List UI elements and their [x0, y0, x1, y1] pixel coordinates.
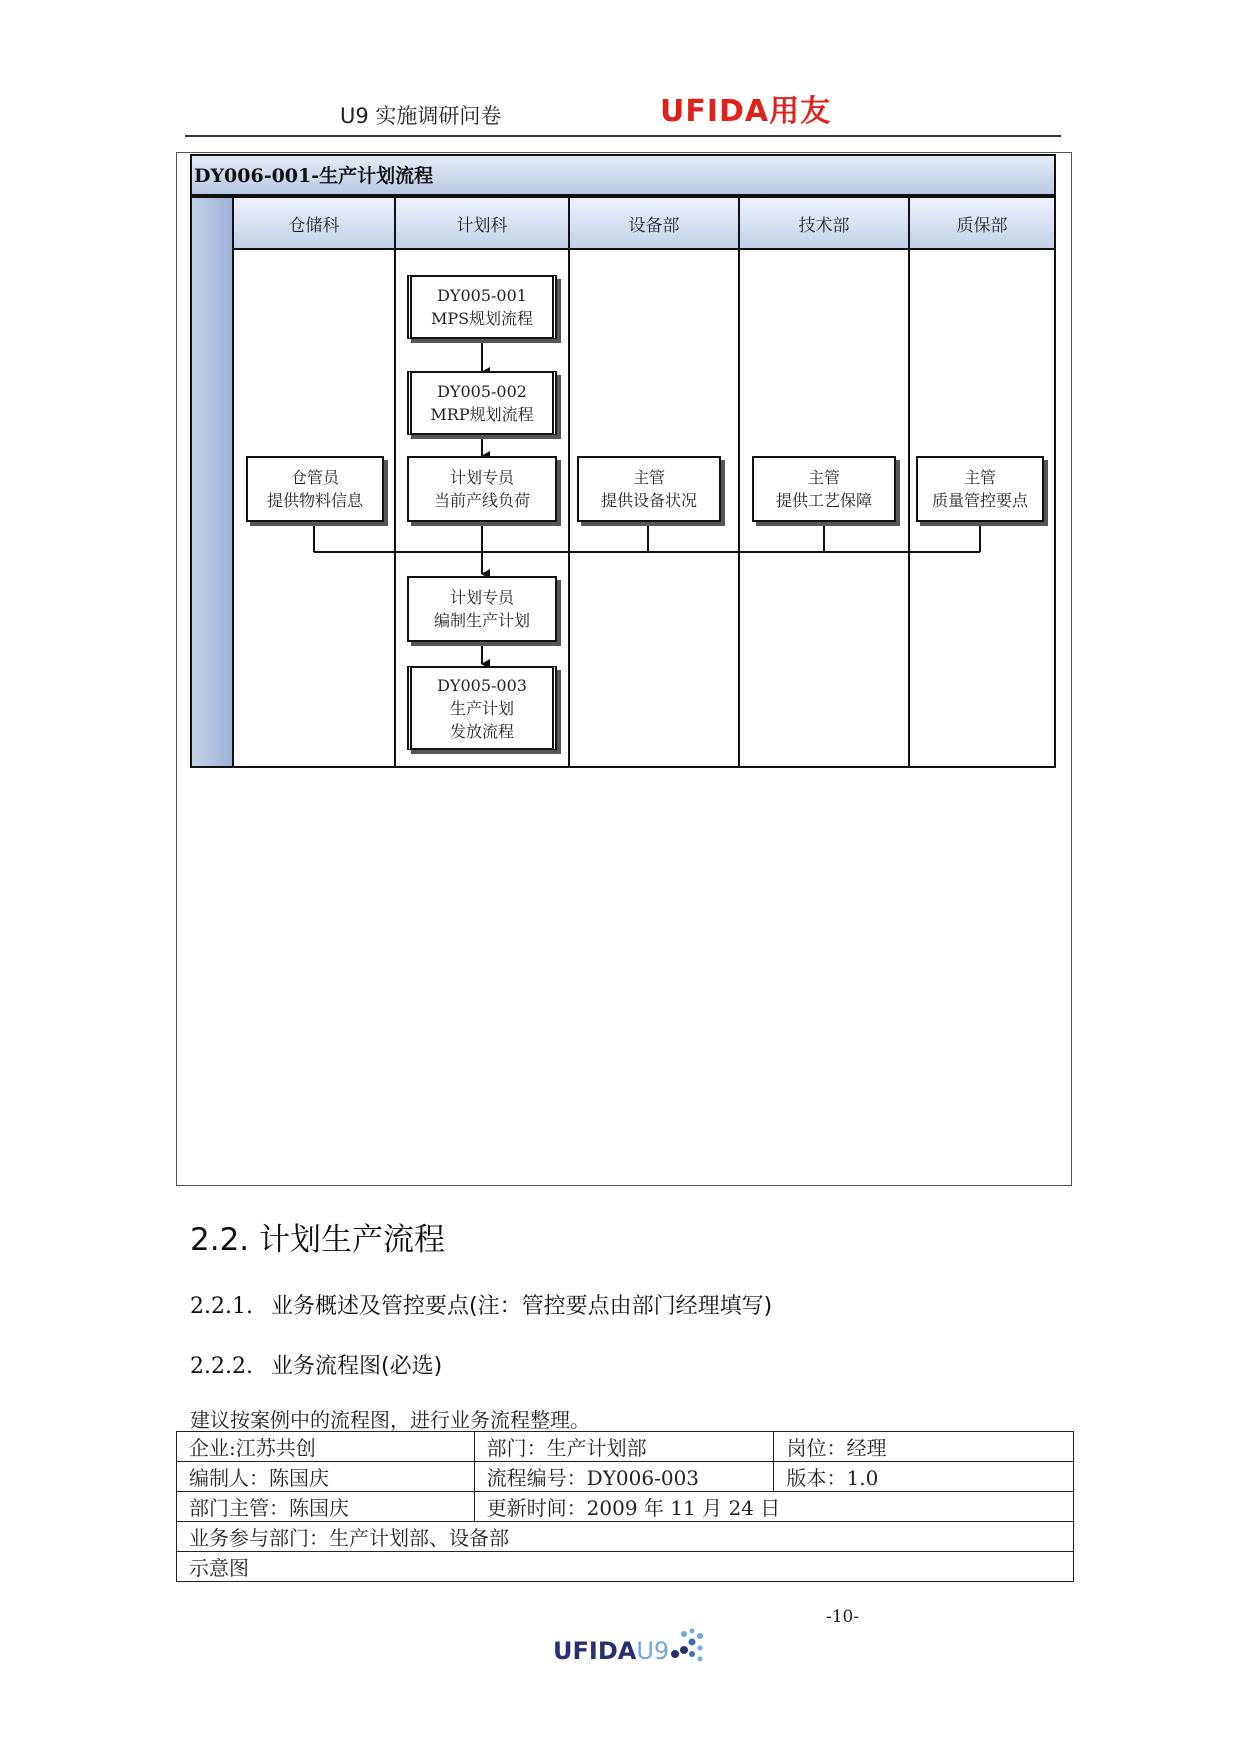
process-box-planner-load	[407, 456, 557, 522]
table-row	[177, 1522, 1074, 1552]
box-line: DY005-002	[437, 382, 527, 401]
table-row	[177, 1552, 1074, 1582]
process-box-quality	[916, 456, 1044, 522]
box-line: 质量管控要点	[931, 491, 1028, 510]
box-line: 主管	[807, 468, 840, 487]
table-cell-updated: 更新时间：2009 年 11 月 24 日	[474, 1492, 1073, 1522]
logo-word: UFIDA	[553, 1637, 637, 1665]
box-line: 提供物料信息	[266, 491, 363, 510]
section-title: 计划生产流程	[259, 1222, 446, 1258]
subsection-number: 2.2.2.	[190, 1354, 253, 1379]
process-box-technology	[752, 456, 896, 522]
section-number: 2.2.	[190, 1222, 250, 1258]
table-row	[177, 1462, 1074, 1492]
table-cell-company: 企业:江苏共创	[177, 1432, 475, 1462]
subsection-number: 2.2.1.	[190, 1294, 253, 1319]
box-line: 提供工艺保障	[775, 491, 872, 510]
box-line: DY005-003	[437, 675, 527, 695]
box-line: MPS规划流程	[430, 309, 534, 328]
table-row	[177, 1432, 1074, 1462]
u9-dots-icon	[670, 1628, 704, 1664]
box-line: DY005-001	[437, 286, 527, 305]
box-line: 当前产线负荷	[433, 491, 530, 510]
logo-suffix: U9	[636, 1637, 670, 1665]
lane-header-equipment: 设备部	[570, 198, 738, 250]
box-line: 编制生产计划	[433, 611, 530, 630]
table-cell-participants: 业务参与部门：生产计划部、设备部	[177, 1522, 1074, 1552]
box-line: 主管	[632, 468, 665, 487]
box-line: MRP规划流程	[430, 405, 534, 424]
lane-header-technology: 技术部	[740, 198, 908, 250]
process-box-mps	[407, 275, 557, 339]
box-line: 提供设备状况	[600, 491, 697, 510]
page-number: -10-	[826, 1607, 860, 1627]
process-box-mrp	[407, 371, 557, 435]
table-cell-version: 版本：1.0	[774, 1462, 1074, 1492]
box-line: 主管	[963, 468, 996, 487]
instruction-note: 建议按案例中的流程图，进行业务流程整理。	[190, 1408, 590, 1432]
subsection-title: 业务流程图(必选)	[270, 1354, 443, 1379]
table-cell-department: 部门：生产计划部	[474, 1432, 774, 1462]
diagram-title: DY006-001-生产计划流程	[194, 165, 434, 187]
box-line: 计划专员	[449, 588, 514, 607]
process-box-release	[407, 666, 557, 750]
table-cell-diagram: 示意图	[177, 1552, 1074, 1582]
subsection-heading-overview	[190, 1289, 772, 1320]
section-heading	[190, 1214, 445, 1259]
subsection-title: 业务概述及管控要点(注：管控要点由部门经理填写)	[270, 1294, 773, 1319]
box-line: 仓管员	[290, 468, 339, 487]
box-line: 生产计划	[449, 698, 514, 718]
process-box-warehouse	[246, 456, 384, 522]
table-row	[177, 1492, 1074, 1522]
table-cell-position: 岗位：经理	[774, 1432, 1074, 1462]
ufida-u9-logo	[553, 1637, 669, 1665]
ufida-logo: UFIDA用友	[660, 94, 832, 129]
lane-header-quality: 质保部	[910, 198, 1054, 250]
lane-header-warehouse: 仓储科	[234, 198, 394, 250]
table-cell-author: 编制人：陈国庆	[177, 1462, 475, 1492]
table-cell-process-id: 流程编号：DY006-003	[474, 1462, 774, 1492]
box-line: 计划专员	[449, 468, 514, 487]
process-info-table	[176, 1431, 1074, 1582]
subsection-heading-flowchart	[190, 1349, 442, 1380]
lane-header-planning: 计划科	[396, 198, 568, 250]
process-box-equipment	[577, 456, 721, 522]
process-box-planner-make	[407, 576, 557, 642]
table-cell-supervisor: 部门主管：陈国庆	[177, 1492, 475, 1522]
document-header-title: U9 实施调研问卷	[340, 104, 502, 128]
box-line: 发放流程	[449, 721, 514, 741]
